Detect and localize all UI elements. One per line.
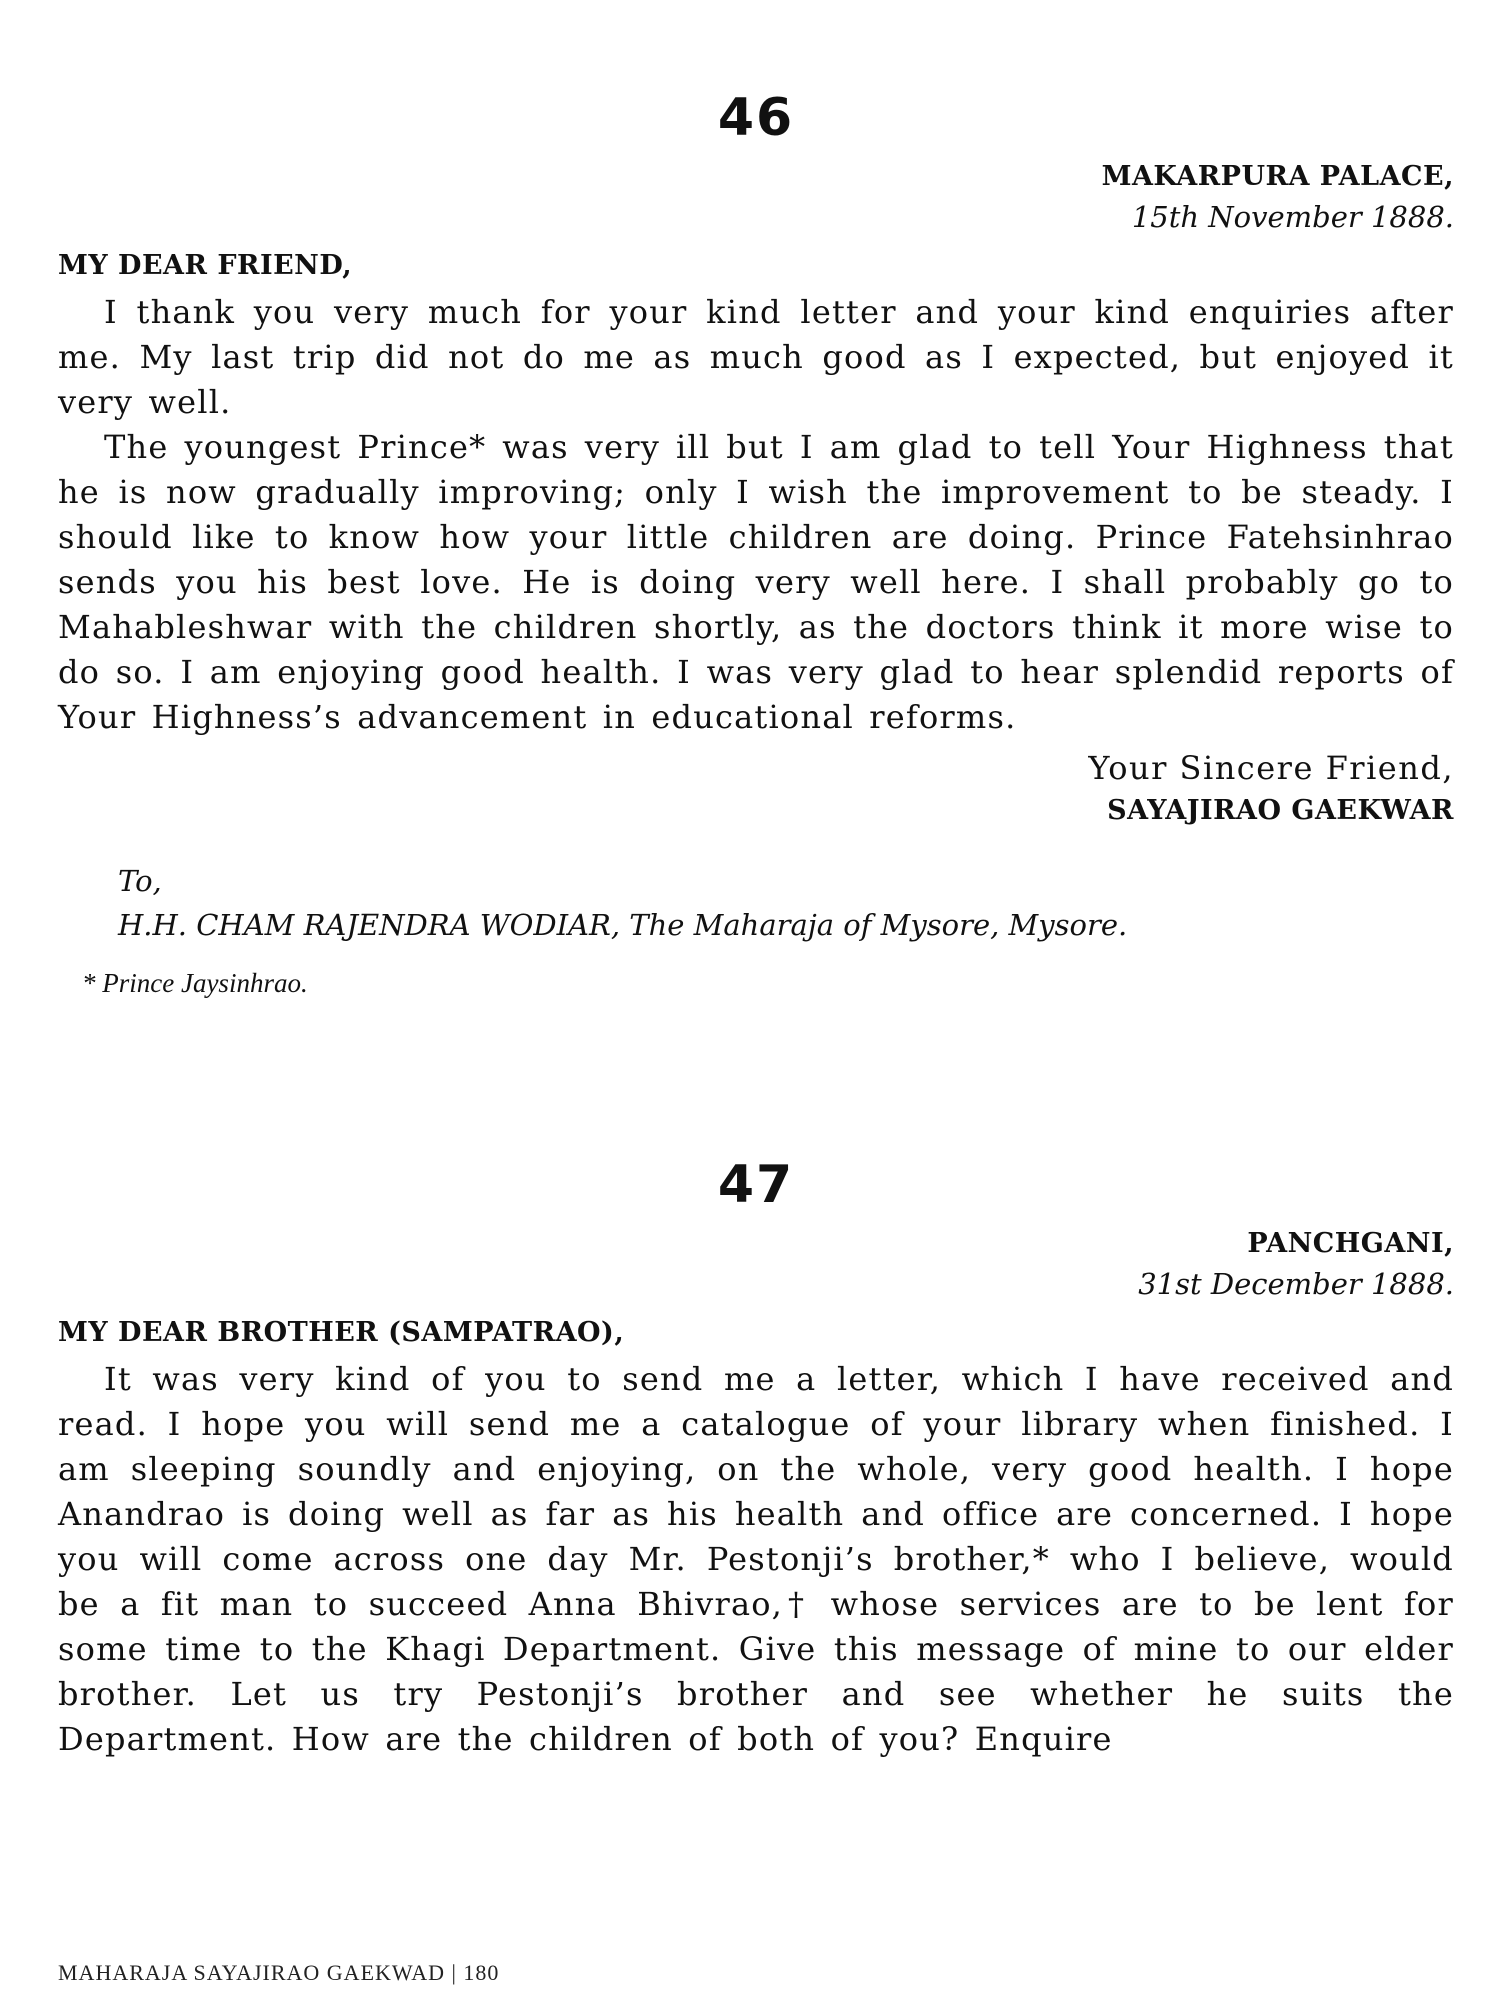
letter-place: PANCHGANI, bbox=[1247, 1228, 1454, 1259]
letter-date: 15th November 1888. bbox=[1131, 200, 1454, 234]
footnote: * Prince Jaysinhrao. bbox=[82, 968, 308, 998]
recipient-label: To, bbox=[118, 864, 162, 898]
letter-46 bbox=[58, 88, 1454, 1001]
letter-paragraph: It was very kind of you to send me a letter, which I have received and read. I hope you will send me a catalogue of your library when finished. I am sleeping soundly and enjoying, on the whole, very good health. I hope Anandrao is doing well as far as his health and office are concerned. I hope you will come across one day Mr. Pestonji’s brother,* who I believe, would be a fit man to succeed Anna Bhivrao,† whose services are to be lent for some time to the Khagi Department. Give this message of mine to our elder brother. Let us try Pestonji’s brother and see whether he suits the Department. How are the children of both of you? Enquire bbox=[58, 1360, 1454, 1758]
page-footer: MAHARAJA SAYAJIRAO GAEKWAD | 180 bbox=[58, 1960, 500, 1985]
letter-place: MAKARPURA PALACE, bbox=[1101, 161, 1454, 192]
letter-paragraph: The youngest Prince* was very ill but I am glad to tell Your Highness that he is now gradually improving; only I wish the improvement to be steady. I should like to know how your little children are doing. Prince Fatehsinhrao sends you his best love. He is doing very well here. I shall probably go to Mahableshwar with the children shortly, as the doctors think it more wise to do so. I am enjoying good health. I was very glad to hear splendid reports of Your Highness’s advancement in educational reforms. bbox=[58, 428, 1454, 736]
recipient-name: H.H. CHAM RAJENDRA WODIAR, The Maharaja of Mysore, Mysore. bbox=[118, 908, 1128, 942]
letter-number: 46 bbox=[717, 88, 795, 148]
book-page bbox=[58, 0, 1454, 2000]
recipient-block bbox=[58, 859, 1454, 947]
letter-salutation: MY DEAR BROTHER (SAMPATRAO), bbox=[58, 1317, 625, 1348]
letter-number: 47 bbox=[717, 1155, 795, 1215]
letter-salutation: MY DEAR FRIEND, bbox=[58, 250, 353, 281]
letter-paragraph: I thank you very much for your kind letter and your kind enquiries after me. My last trip did not do me as much good as I expected, but enjoyed it very well. bbox=[58, 293, 1454, 421]
letter-closing: Your Sincere Friend, bbox=[1088, 749, 1454, 787]
letter-date: 31st December 1888. bbox=[1138, 1267, 1454, 1301]
letter-47 bbox=[58, 1155, 1454, 1762]
letter-signature: SAYAJIRAO GAEKWAR bbox=[1107, 795, 1454, 826]
